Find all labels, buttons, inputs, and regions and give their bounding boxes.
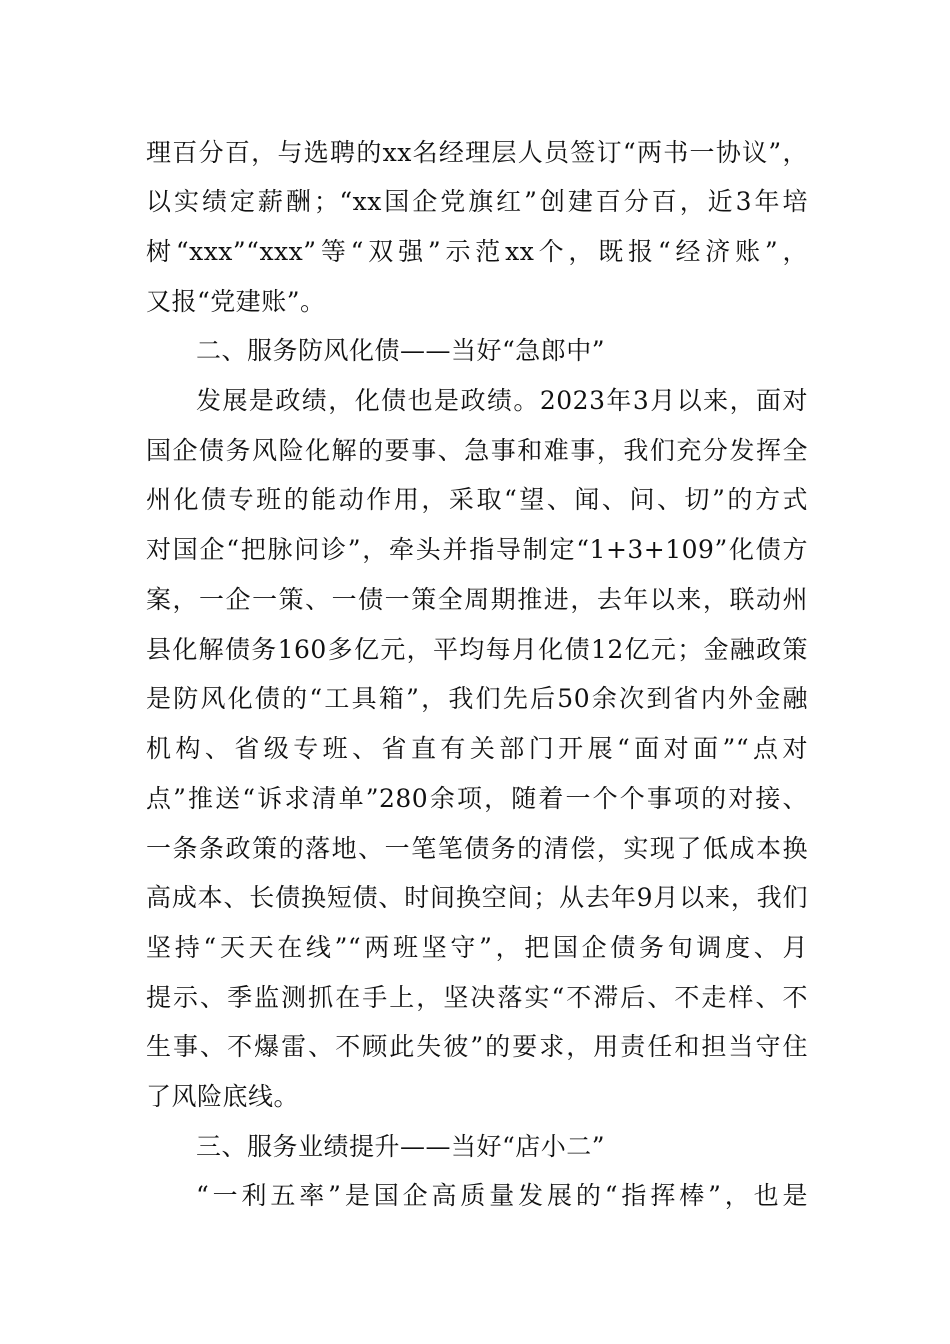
paragraph-line: “一利五率”是国企高质量发展的“指挥棒”，也是 <box>196 1181 808 1210</box>
section-heading-3: 三、服务业绩提升——当好“店小二” <box>196 1132 606 1161</box>
paragraph-line: 以实绩定薪酬；“xx国企党旗红”创建百分百，近3年培 <box>146 187 808 216</box>
paragraph-line: 州化债专班的能动作用，采取“望、闻、问、切”的方式 <box>146 485 808 514</box>
paragraph-line: 树“xxx”“xxx”等“双强”示范xx个，既报“经济账”， <box>146 237 808 266</box>
section-heading-2: 二、服务防风化债——当好“急郎中” <box>196 336 606 365</box>
paragraph-line: 理百分百，与选聘的xx名经理层人员签订“两书一协议”， <box>146 138 808 167</box>
paragraph-line: 发展是政绩，化债也是政绩。2023年3月以来，面对 <box>196 386 808 415</box>
paragraph-line: 坚持“天天在线”“两班坚守”，把国企债务旬调度、月 <box>146 933 808 962</box>
paragraph-line: 又报“党建账”。 <box>146 287 326 316</box>
paragraph-line: 点”推送“诉求清单”280余项，随着一个个事项的对接、 <box>146 784 808 813</box>
paragraph-line: 机构、省级专班、省直有关部门开展“面对面”“点对 <box>146 734 808 763</box>
paragraph-line: 生事、不爆雷、不顾此失彼”的要求，用责任和担当守住 <box>146 1032 808 1061</box>
paragraph-line: 案，一企一策、一债一策全周期推进，去年以来，联动州 <box>146 585 808 614</box>
paragraph-line: 是防风化债的“工具箱”，我们先后50余次到省内外金融 <box>146 684 808 713</box>
paragraph-line: 县化解债务160多亿元，平均每月化债12亿元；金融政策 <box>146 635 808 664</box>
paragraph-line: 提示、季监测抓在手上，坚决落实“不滞后、不走样、不 <box>146 983 808 1012</box>
paragraph-line: 高成本、长债换短债、时间换空间；从去年9月以来，我们 <box>146 883 808 912</box>
paragraph-line: 对国企“把脉问诊”，牵头并指导制定“1+3+109”化债方 <box>146 535 808 564</box>
paragraph-line: 一条条政策的落地、一笔笔债务的清偿，实现了低成本换 <box>146 834 808 863</box>
paragraph-line: 了风险底线。 <box>146 1082 300 1111</box>
paragraph-line: 国企债务风险化解的要事、急事和难事，我们充分发挥全 <box>146 436 808 465</box>
